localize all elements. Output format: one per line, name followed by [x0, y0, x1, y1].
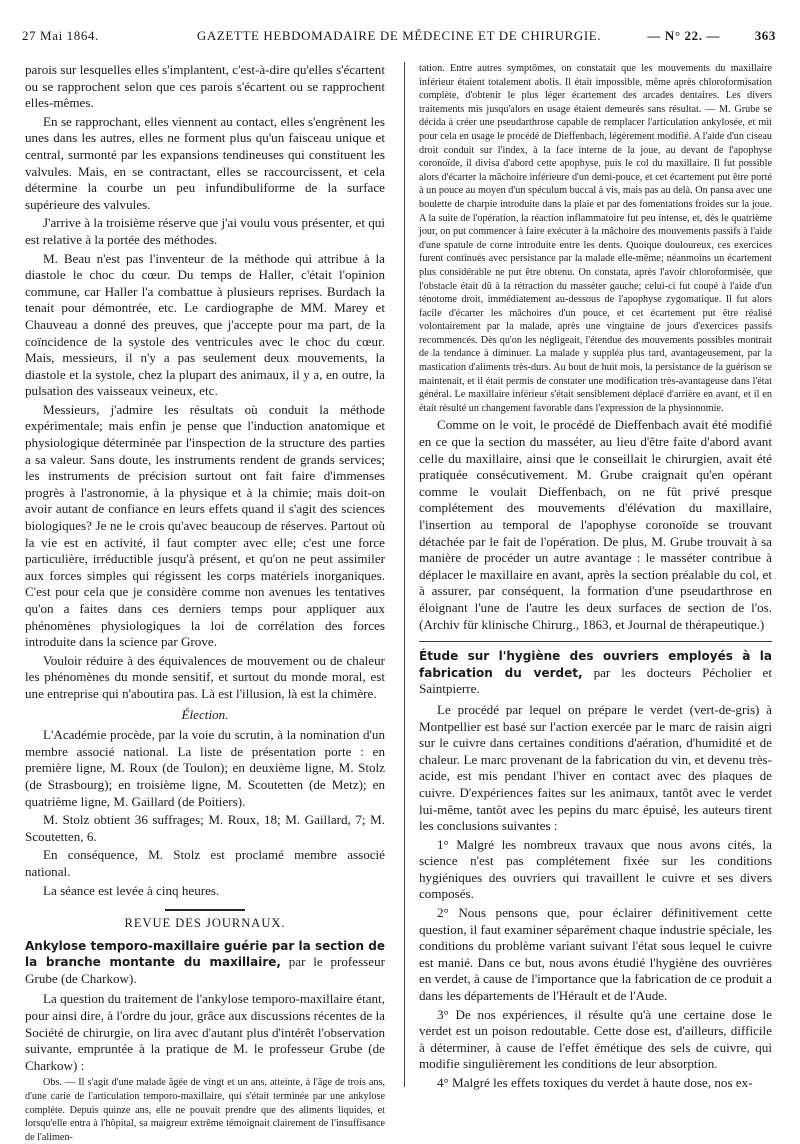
paragraph: La question du traitement de l'ankylose temporo-maxillaire étant, pour ainsi dire, à l'ordre du jour, grâce aux discussions récentes de la Société de chirurgie, on lira avec d'autant plus d'intérêt l'observation suivante, empruntée à la pratique de M. le professeur Grube (de Charkow) : [25, 991, 385, 1073]
paragraph: parois sur lesquelles elles s'implantent, c'est-à-dire qu'elles s'écartent ou se rapprochent selon que ces parois s'écartent ou se rapprochent elles-mêmes. [25, 62, 385, 111]
running-header [22, 28, 776, 50]
article-title-text: Étude sur l'hygiène des ouvriers employés à la fabrication du verdet, [419, 649, 772, 680]
article-author: par les docteurs Pécholier et Saintpierre. [419, 664, 772, 697]
column-divider [404, 62, 405, 1087]
article-title [419, 648, 772, 698]
paragraph: J'arrive à la troisième réserve que j'ai voulu vous présenter, et qui est relative à la portée des méthodes. [25, 215, 385, 247]
paragraph: Messieurs, j'admire les résultats où conduit la méthode expérimentale; mais enfin je pense que l'induction anatomique et physiologique déterminée par l'inspection de la structure des parties a sa valeur. Sans doute, les instruments rendent de grands services; les instruments de précision surtout ont fait faire d'immenses progrès à l'astronomie, à la physique et à la chimie; mais doit-on avoir autant de confiance en leurs effets quand il s'agit des sciences biologiques? Je ne le crois qu'avec beaucoup de réserves. Partout où la vie est en activité, il faut compter avec elle; c'est une force particulière, irréductible jusqu'à présent, et qu'on ne peut assimiler aux forces simples qui régissent les corps matériels inorganiques. C'est pour cela que je considère comme non avenues les tentatives qu'on a faites dans ces derniers temps pour appliquer aux phénomènes physiologiques la loi de corrélation des forces introduite dans la science par Grove. [25, 401, 385, 650]
paragraph: Le procédé par lequel on prépare le verdet (vert-de-gris) à Montpellier est basé sur l'action exercée par le marc de raisin aigri sur le cuivre dans certaines conditions d'aération, d'humidité et de chaleur. Le marc provenant de la fabrication du vin, et devenu très-acide, est mis pendant l'hiver en contact avec des plaques de cuivre. D'expériences faites sur les animaux, tantôt avec le verdet lui-même, tantôt avec les pepins du marc épuisé, les auteurs tirent les conclusions suivantes : [419, 701, 772, 834]
paragraph: M. Stolz obtient 36 suffrages; M. Roux, 18; M. Gaillard, 7; M. Scoutetten, 6. [25, 812, 385, 844]
article-title-text: Ankylose temporo-maxillaire guérie par la section de la branche montante du maxillaire, [25, 938, 385, 970]
paragraph: Comme on le voit, le procédé de Dieffenbach avait été modifié en ce que la section du masséter, au lieu d'être faite d'abord avant celle du maxillaire, ainsi que le conseillait le chirurgien, avait été pratiquée consécutivement. M. Grube craignait qu'en opérant comme le voulait Dieffenbach, on ne fût privé presque complétement des mouvements d'élévation du maxillaire, l'insertion au temporal de l'apophyse coronoïde se trouvant détachée par le fait de l'opération. De plus, M. Grube trouvait à sa manière de procéder un autre avantage : le masséter contribue à déplacer le maxillaire en avant, après la section préalable du col, et à assurer, par conséquent, la formation d'une pseudarthrose en éloignant l'une de l'autre les deux surfaces de section de l'os. (Archiv für klinische Chirurg., 1863, et Journal de thérapeutique.) [419, 417, 772, 632]
heading-rule [165, 909, 245, 911]
page-number: 363 [754, 28, 776, 43]
header-date: 27 Mai 1864. [22, 28, 99, 43]
observation-text: tation. Entre autres symptômes, on constatait que les mouvements du maxillaire inférieur étaient totalement abolis. Il était impossible, même après chloroformisation complète, d'obtenir le plus léger écartement des arcades dentaires. Les divers traitements mis jusqu'alors en usage étaient demeurés sans résultat. — M. Grube se décida à créer une pseudarthrose capable de remplacer l'articulation ankylosée, et mit pour cela en usage le procédé de Dieffenbach, légèrement modifié. A l'aide d'un ciseau droit conduit sur l'index, à la face interne de la joue, au devant de l'apophyse coronoïde, il divisa d'abord cette apophyse, puis le col du maxillaire. Il fut possible alors d'écarter la mâchoire inférieure d'un demi-pouce, et cet écartement put être porté à un pouce au moyen d'un spéculum buccal à vis, mais pas au delà. On pansa avec une boulette de charpie introduite dans la plaie et par des fomentations froides sur la joue. A la suite de l'opération, la réaction inflammatoire fut peu intense, et, dès le quatrième jour, on put commencer à faire exécuter à la mâchoire des mouvements passifs à l'aide d'une spatule de corne introduite entre les dents. Quoique douloureux, ces exercices furent continués avec persistance par la malade elle-même; néanmoins un écartement plus considérable ne put être obtenu. On constata, après l'avoir chloroformisée, que l'obstacle était dû à la rétraction du masséter gauche; celui-ci fut coupé à l'aide d'un ténotome droit, immédiatement au-dessous de l'apophyse zygomatique. Il fut alors facile d'écarter les mâchoires d'un pouce, et cet écartement put être réalisé volontairement par la malade, après une vingtaine de jours d'exercices passifs recommencés. Dès qu'on les négligeait, l'étendue des mouvements possibles montrait de la tendance à diminuer. La malade y suppléa plus tard, avantageusement, par la mastication d'aliments très-durs. Au bout de huit mois, la persistance de la guérison se maintenait, et il était permis de constater une modification très-avantageuse dans l'état général. Le maxillaire inférieur s'était sensiblement déplacé d'arrière en avant, et il en était résulté un changement favorable dans l'expression de la physionomie. [419, 63, 772, 414]
section-heading-election: Élection. [181, 706, 229, 722]
paragraph: L'Académie procède, par la voie du scrutin, à la nomination d'un membre associé national. La liste de présentation porte : en première ligne, M. Roux (de Toulon); en deuxième ligne, M. Stolz (de Strasbourg); en troisième ligne, M. Scoutetten (de Metz); en quatrième ligne, M. Gaillard (de Poitiers). [25, 727, 385, 809]
paragraph: 1° Malgré les nombreux travaux que nous avons cités, la science n'est pas complétement fixée sur les conditions hygiéniques des ouvriers qui travaillent le cuivre et ses divers composés. [419, 836, 772, 902]
paragraph: Vouloir réduire à des équivalences de mouvement ou de chaleur les phénomènes du monde sensitif, et surtout du monde moral, est une entreprise qui n'aboutira pas. Là est l'illusion, là est la chimère. [25, 652, 385, 701]
revue-title: REVUE DES JOURNAUX. [124, 916, 286, 931]
paragraph: 4° Malgré les effets toxiques du verdet à haute dose, nos ex- [437, 1075, 753, 1090]
section-heading-revue [25, 909, 385, 932]
paragraph: En se rapprochant, elles viennent au contact, elles s'engrènent les unes dans les autres, elles ne forment plus qu'un faisceau unique et central, surmonté par les expansions tendineuses qui constituent les valvules. Mais, en se contractant, elles se raccourcissent, et cela détermine la courbe un peu infundibuliforme de la surface supérieure des valvules. [25, 113, 385, 212]
right-column [419, 62, 772, 1090]
article-author: par le professeur Grube (de Charkow). [25, 954, 385, 986]
paragraph: La séance est levée à cinq heures. [43, 882, 220, 898]
header-issue-number: — N° 22. — [647, 28, 720, 43]
paragraph: 2° Nous pensons que, pour éclairer définitivement cette question, il faut examiner séparément chaque industrie spéciale, les conditions du problème variant suivant l'état sous lequel le cuivre est manié. Dans ce but, nous avons étudié l'hygiène des ouvrières en verdet, à cause de l'importance que la fabrication de ce produit a dans les départements de l'Hérault et de l'Aude. [419, 905, 772, 1004]
paragraph: M. Beau n'est pas l'inventeur de la méthode qui attribue à la diastole le choc du cœur. Du temps de Haller, c'était l'opinion commune, car Haller l'a combattue à plusieurs reprises. Burdach la tenait pour démontrée, etc. Le cardiographe de MM. Marey et Chauveau a donné des preuves, que j'accepte pour ma part, de la coïncidence de la systole des ventricules avec le choc du cœur. Mais, messieurs, il n'y a pas seulement deux mouvements, la diastole et la systole, chez la plupart des animaux, il y a, en outre, la pulsation des vaisseaux veineux, etc. [25, 250, 385, 399]
observation-text: Obs. — Il s'agit d'une malade âgée de vingt et un ans, atteinte, à l'âge de trois ans, d'une carie de l'articulation temporo-maxillaire, qui s'était terminée par une ankylose complète. Depuis quinze ans, elle ne pouvait prendre que des aliments liquides, et lorsqu'elle entra à l'hôpital, sa maigreur extrême témoignait clairement de l'insuffisance de l'alimen- [25, 1077, 385, 1143]
article-separator [419, 641, 772, 642]
left-column [25, 62, 385, 1143]
paragraph: En conséquence, M. Stolz est proclamé membre associé national. [25, 847, 385, 879]
article-title [25, 938, 385, 988]
header-journal-title: GAZETTE HEBDOMADAIRE DE MÉDECINE ET DE CHIRURGIE. [196, 28, 602, 43]
paragraph: 3° De nos expériences, il résulte qu'à une certaine dose le verdet est un poison redoutable. Cette dose est, d'ailleurs, difficile à déterminer, à cause de l'effet émétique des sels de cuivre, qui modifie singulièrement les conditions de leur absorption. [419, 1006, 772, 1072]
